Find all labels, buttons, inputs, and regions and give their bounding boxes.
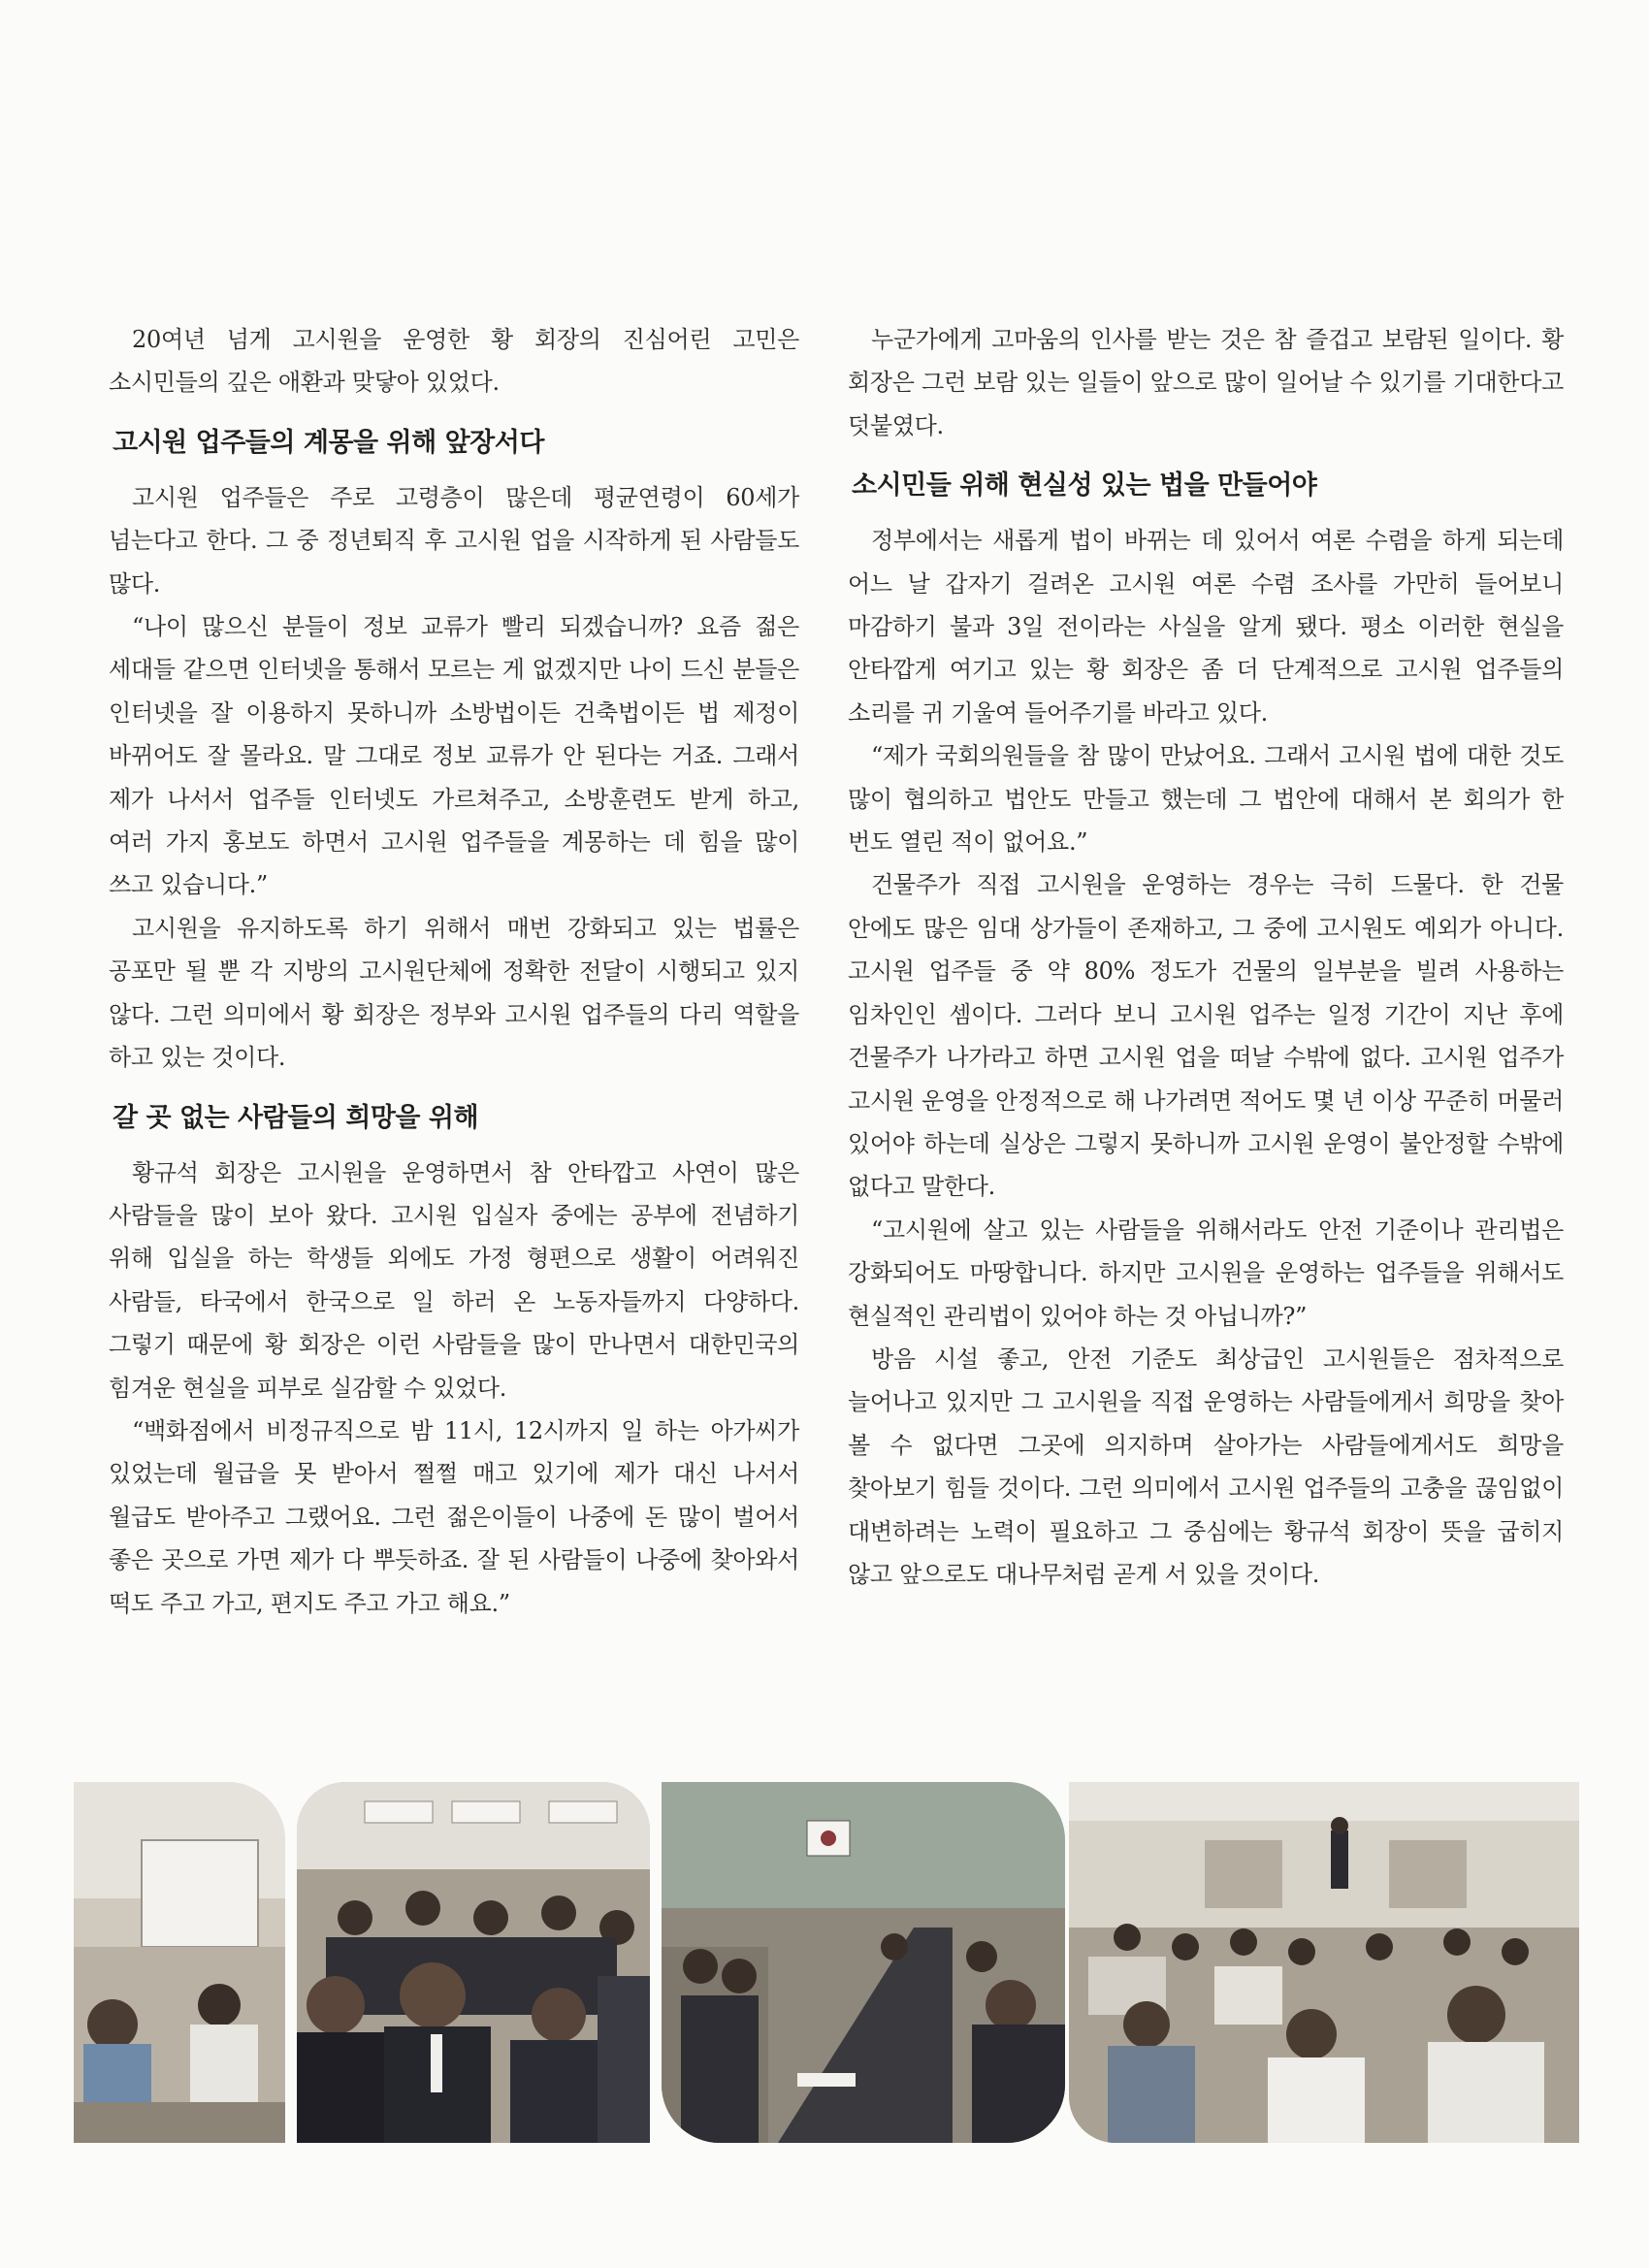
- body-paragraph: 건물주가 직접 고시원을 운영하는 경우는 극히 드물다. 한 건물 안에도 많은 임대 상가들이 존재하고, 그 중에 고시원도 예외가 아니다. 고시원 업주들 중 약 80% 정도가 건물의 일부분을 빌려 사용하는 임차인인 셈이다. 그러다 보니 고시원 업주는 일정 기간이 지난 후에 건물주가 나가라고 하면 고시원 업을 떠날 수밖에 없다. 고시원 업주가 고시원 운영을 안정적으로 해 나가려면 적어도 몇 년 이상 꾸준히 머물러 있어야 하는데 실상은 그렇지 못하니까 고시원 운영이 불안정할 수밖에 없다고 말한다.: [848, 871, 1564, 1201]
- quote-paragraph: “나이 많으신 분들이 정보 교류가 빨리 되겠습니까? 요즘 젊은 세대들 같으면 인터넷을 통해서 모르는 게 없겠지만 나이 드신 분들은 인터넷을 잘 이용하지 못하니까 소방법이든 건축법이든 법 제정이 바뀌어도 잘 몰라요. 말 그대로 정보 교류가 안 된다는 거죠. 그래서 제가 나서서 업주들 인터넷도 가르쳐주고, 소방훈련도 받게 하고, 여러 가지 홍보도 하면서 고시원 업주들을 계몽하는 데 힘을 많이 쓰고 있습니다.”: [109, 613, 799, 899]
- body-paragraph: 정부에서는 새롭게 법이 바뀌는 데 있어서 여론 수렴을 하게 되는데 어느 날 갑자기 걸려온 고시원 여론 수렴 조사를 가만히 들어보니 마감하기 불과 3일 전이라는 사실을 알게 됐다. 평소 이러한 현실을 안타깝게 여기고 있는 황 회장은 좀 더 단계적으로 고시원 업주들의 소리를 귀 기울여 들어주기를 바라고 있다.: [848, 527, 1564, 727]
- section-heading-enlightenment: 고시원 업주들의 계몽을 위해 앞장서다: [113, 427, 544, 458]
- meeting-photo-1: [74, 1782, 285, 2143]
- section-heading-hope: 갈 곳 없는 사람들의 희망을 위해: [113, 1102, 479, 1133]
- meeting-photo-3: [662, 1782, 1065, 2143]
- left-column: [109, 318, 799, 1625]
- body-paragraph: 황규석 회장은 고시원을 운영하면서 참 안타깝고 사연이 많은 사람들을 많이 보아 왔다. 고시원 입실자 중에는 공부에 전념하기 위해 입실을 하는 학생들 외에도 가정 형편으로 생활이 어려워진 사람들, 타국에서 한국으로 일 하러 온 노동자들까지 다양하다. 그렇기 때문에 황 회장은 이런 사람들을 많이 만나면서 대한민국의 힘겨운 현실을 피부로 실감할 수 있었다.: [109, 1158, 799, 1402]
- meeting-photo-2: [297, 1782, 650, 2143]
- quote-paragraph: “백화점에서 비정규직으로 밤 11시, 12시까지 일 하는 아가씨가 있었는데 월급을 못 받아서 쩔쩔 매고 있기에 제가 대신 나서서 월급도 받아주고 그랬어요. 그런 젊은이들이 나중에 돈 많이 벌어서 좋은 곳으로 가면 제가 다 뿌듯하죠. 잘 된 사람들이 나중에 찾아와서 떡도 주고 가고, 편지도 주고 가고 해요.”: [109, 1416, 799, 1617]
- meeting-photo-4: [1069, 1782, 1579, 2143]
- body-paragraph: 방음 시설 좋고, 안전 기준도 최상급인 고시원들은 점차적으로 늘어나고 있지만 그 고시원을 직접 운영하는 사람들에게서 희망을 찾아 볼 수 없다면 그곳에 의지하며 살아가는 사람들에게서도 희망을 찾아보기 힘들 것이다. 그런 의미에서 고시원 업주들의 고충을 끊임없이 대변하려는 노력이 필요하고 그 중심에는 황규석 회장이 뜻을 굽히지 않고 앞으로도 대나무처럼 곧게 서 있을 것이다.: [848, 1345, 1564, 1588]
- quote-paragraph: “제가 국회의원들을 참 많이 만났어요. 그래서 고시원 법에 대한 것도 많이 협의하고 법안도 만들고 했는데 그 법안에 대해서 본 회의가 한 번도 열린 적이 없어요.”: [848, 742, 1564, 857]
- quote-paragraph: “고시원에 살고 있는 사람들을 위해서라도 안전 기준이나 관리법은 강화되어도 마땅합니다. 하지만 고시원을 운영하는 업주들을 위해서도 현실적인 관리법이 있어야 하는 것 아닙니까?”: [848, 1215, 1564, 1330]
- body-paragraph: 고시원을 유지하도록 하기 위해서 매번 강화되고 있는 법률은 공포만 될 뿐 각 지방의 고시원단체에 정확한 전달이 시행되고 있지 않다. 그런 의미에서 황 회장은 정부와 고시원 업주들의 다리 역할을 하고 있는 것이다.: [109, 914, 799, 1072]
- intro-paragraph: 누군가에게 고마움의 인사를 받는 것은 참 즐겁고 보람된 일이다. 황 회장은 그런 보람 있는 일들이 앞으로 많이 일어날 수 있기를 기대한다고 덧붙였다.: [848, 326, 1564, 439]
- photo-strip: [74, 1782, 1579, 2143]
- section-heading-law: 소시민들 위해 현실성 있는 법을 만들어야: [852, 470, 1317, 502]
- body-paragraph: 고시원 업주들은 주로 고령층이 많은데 평균연령이 60세가 넘는다고 한다. 그 중 정년퇴직 후 고시원 업을 시작하게 된 사람들도 많다.: [109, 483, 799, 598]
- intro-paragraph: 20여년 넘게 고시원을 운영한 황 회장의 진심어린 고민은 소시민들의 깊은 애환과 맞닿아 있었다.: [109, 326, 799, 397]
- right-column: [848, 318, 1564, 1596]
